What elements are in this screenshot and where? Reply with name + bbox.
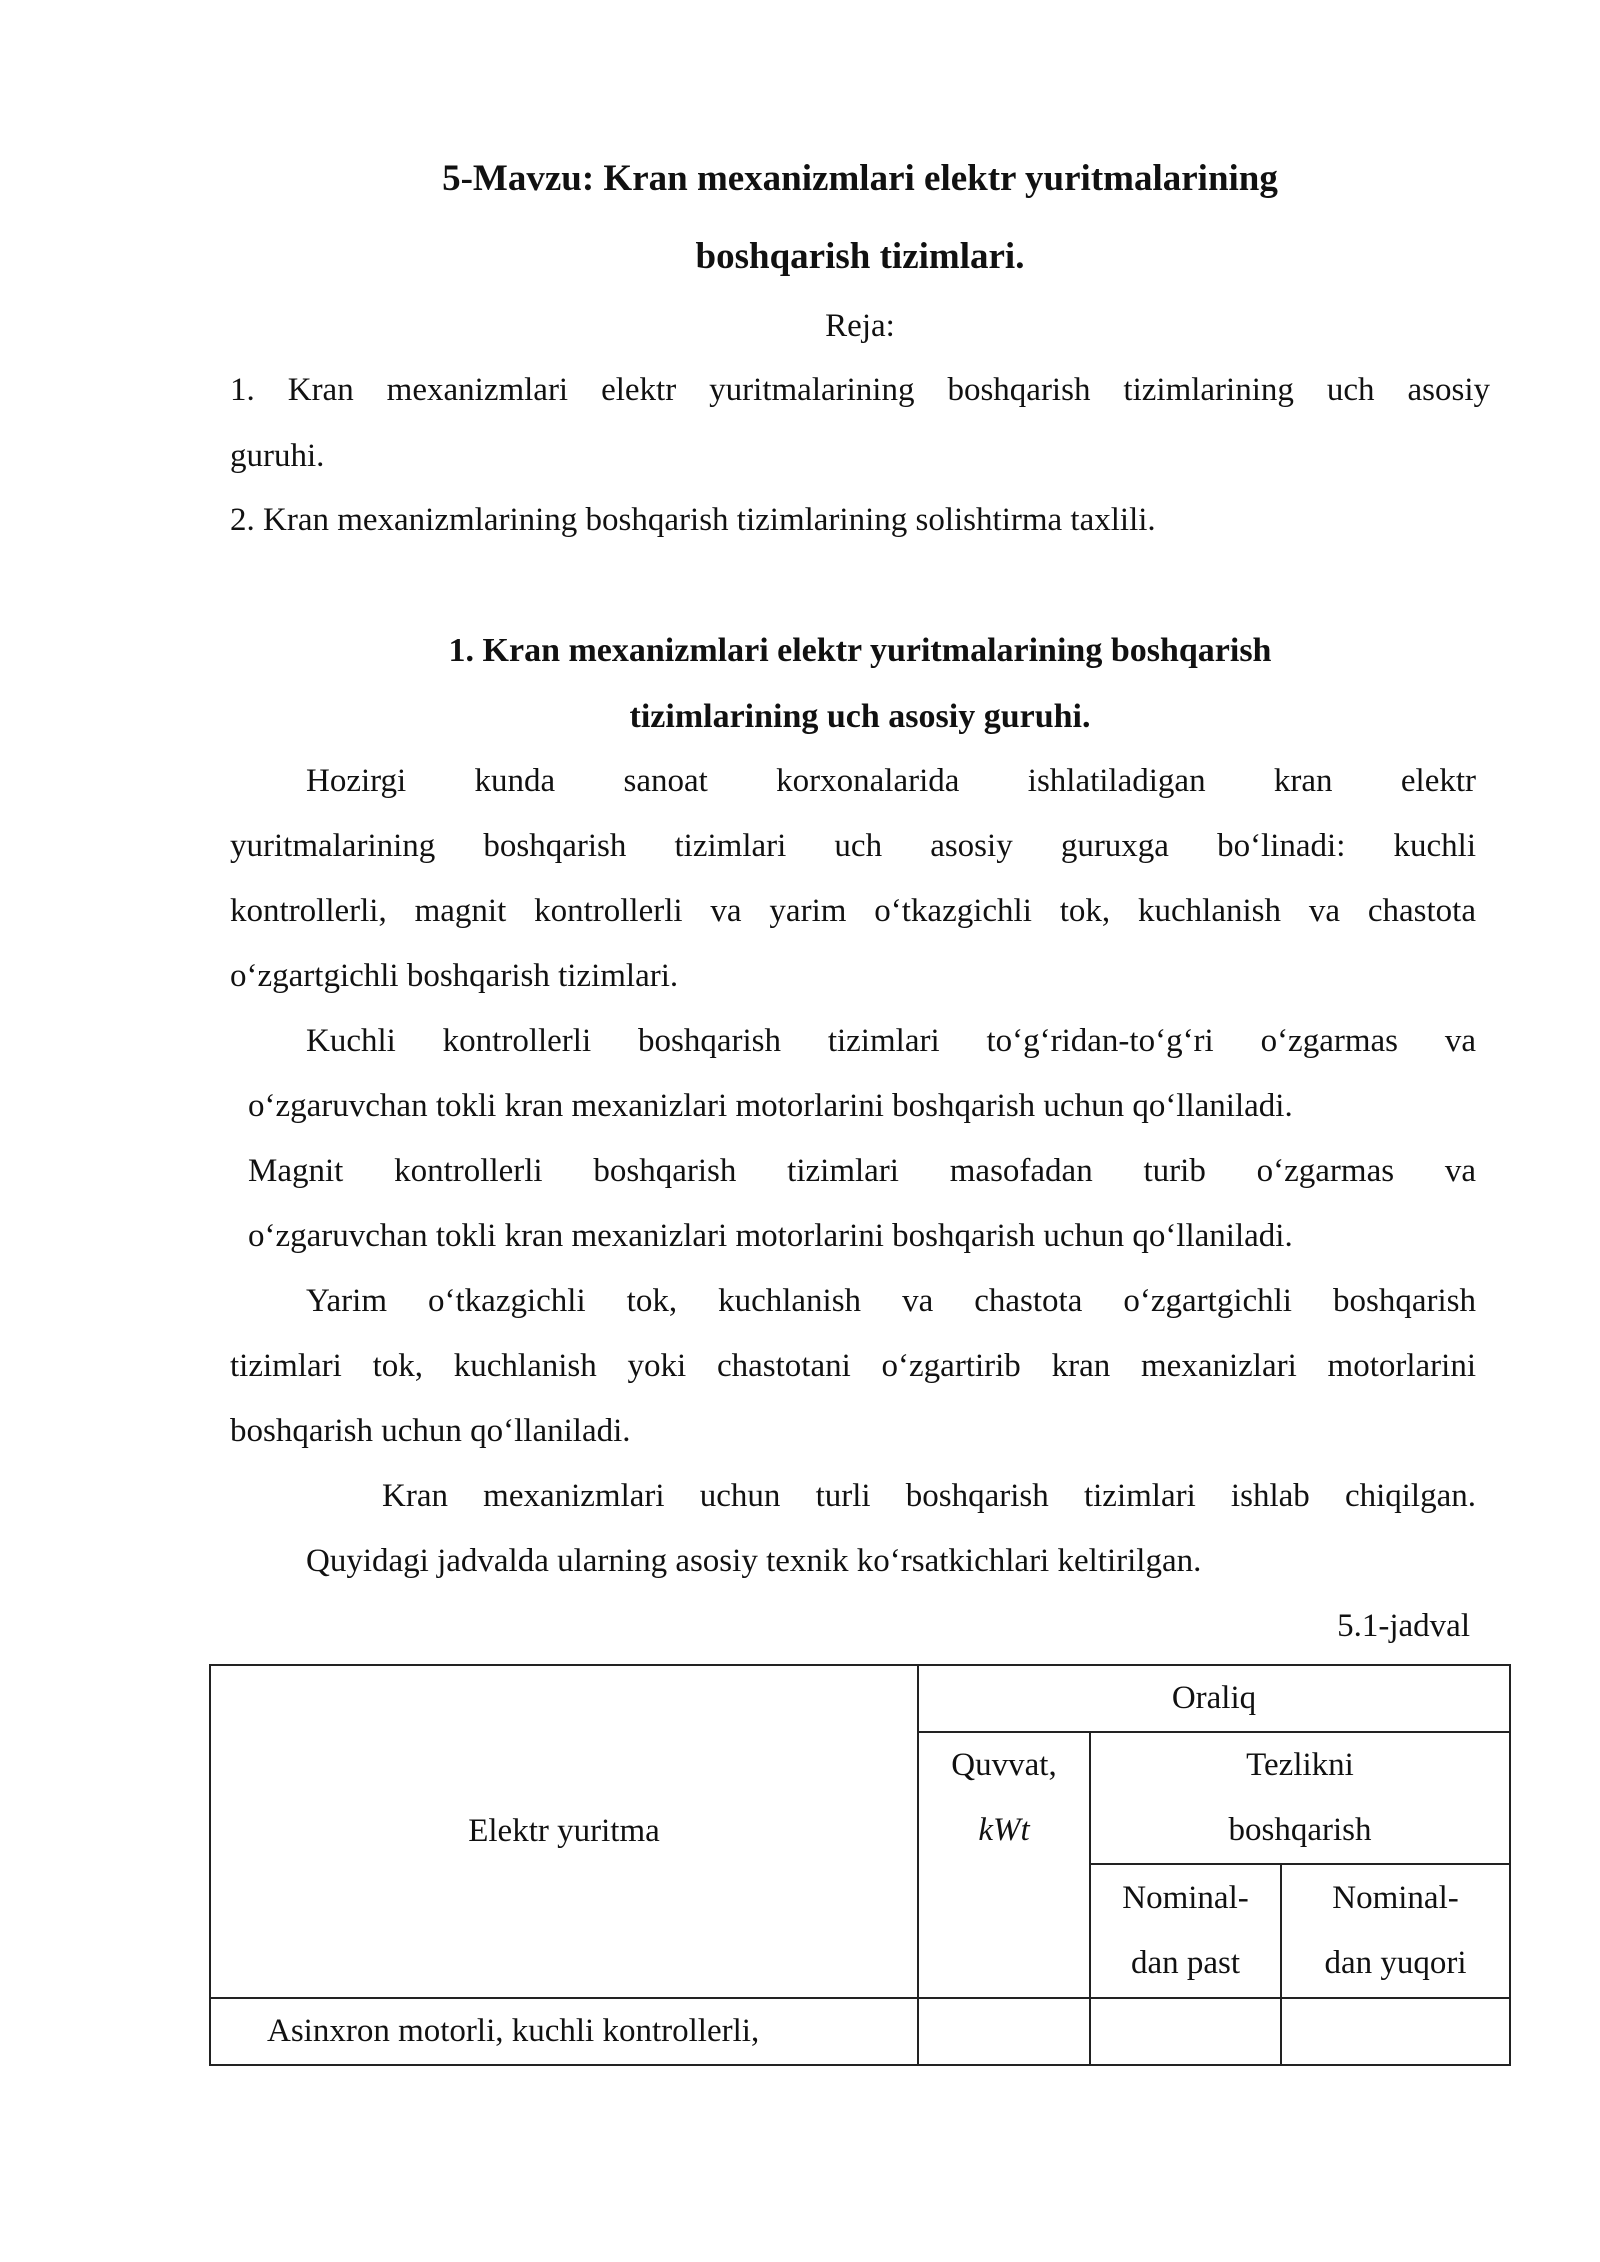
header-drive-label: Elektr yuritma <box>468 1813 660 1849</box>
table-caption: 5.1-jadval <box>1337 1608 1470 1644</box>
paragraph-4-line-1: Yarim o‘tkazgichli tok, kuchlanish va chastota o‘zgartgichli boshqarish <box>306 1283 1476 1319</box>
page-title-line-2: boshqarish tizimlari. <box>695 236 1025 277</box>
header-power-label: Quvvat, <box>951 1747 1057 1783</box>
spec-table <box>209 1664 1511 2066</box>
header-below-label-1: Nominal- <box>1122 1880 1249 1916</box>
paragraph-1-line-3: kontrollerli, magnit kontrollerli va yarim o‘tkazgichli tok, kuchlanish va chastota <box>230 893 1476 929</box>
section-heading-line-2: tizimlarining uch asosiy guruhi. <box>629 698 1091 735</box>
header-cell-below-nominal <box>1090 1864 1281 1998</box>
header-speed-label-1: Tezlikni <box>1246 1747 1354 1783</box>
paragraph-2-line-1: Kuchli kontrollerli boshqarish tizimlari to‘g‘ridan-to‘g‘ri o‘zgarmas va <box>306 1023 1476 1059</box>
row-1-below-cell <box>1090 1998 1281 2065</box>
paragraph-1-line-4: o‘zgartgichli boshqarish tizimlari. <box>230 958 679 994</box>
header-above-label-2: dan yuqori <box>1324 1945 1467 1981</box>
header-cell-above-nominal <box>1281 1864 1510 1998</box>
paragraph-1-line-1: Hozirgi kunda sanoat korxonalarida ishlatiladigan kran elektr <box>306 763 1476 799</box>
header-range-label: Oraliq <box>1171 1680 1257 1716</box>
header-above-label-1: Nominal- <box>1332 1880 1459 1916</box>
paragraph-1-line-2: yuritmalarining boshqarish tizimlari uch asosiy guruxga bo‘linadi: kuchli <box>230 828 1476 864</box>
paragraph-4-line-3: boshqarish uchun qo‘llaniladi. <box>230 1413 631 1449</box>
header-cell-speed-control <box>1090 1732 1510 1864</box>
plan-item-1: 1. Kran mexanizmlari elektr yuritmalarining boshqarish tizimlarining uch asosiy <box>230 372 1490 408</box>
plan-item-2: 2. Kran mexanizmlarining boshqarish tizimlarining solishtirma taxlili. <box>230 502 1156 538</box>
header-cell-drive <box>210 1665 918 1998</box>
plan-heading: Reja: <box>825 308 895 344</box>
plan-item-1-continued: guruhi. <box>230 438 325 474</box>
paragraph-5-line-1: Kran mexanizmlari uchun turli boshqarish tizimlari ishlab chiqilgan. <box>382 1478 1476 1514</box>
page-title-line-1: 5-Mavzu: Kran mexanizmlari elektr yuritmalarining <box>442 158 1278 199</box>
paragraph-2-line-2: o‘zgaruvchan tokli kran mexanizlari motorlarini boshqarish uchun qo‘llaniladi. <box>248 1088 1293 1124</box>
header-cell-power <box>918 1732 1090 1998</box>
paragraph-4-line-2: tizimlari tok, kuchlanish yoki chastotani o‘zgartirib kran mexanizlari motorlarini <box>230 1348 1476 1384</box>
row-1-drive-cell <box>210 1998 918 2065</box>
header-cell-range <box>918 1665 1510 1732</box>
row-1-drive-label: Asinxron motorli, kuchli kontrollerli, <box>267 2013 760 2049</box>
section-heading-line-1: 1. Kran mexanizmlari elektr yuritmalarining boshqarish <box>448 632 1272 669</box>
paragraph-3-line-2: o‘zgaruvchan tokli kran mexanizlari motorlarini boshqarish uchun qo‘llaniladi. <box>248 1218 1293 1254</box>
header-speed-label-2: boshqarish <box>1228 1812 1372 1848</box>
table-header-row-1 <box>210 1665 1510 1732</box>
header-power-unit: kWt <box>978 1812 1030 1848</box>
row-1-power-cell <box>918 1998 1090 2065</box>
paragraph-5-line-2: Quyidagi jadvalda ularning asosiy texnik ko‘rsatkichlari keltirilgan. <box>306 1543 1202 1579</box>
row-1-above-cell <box>1281 1998 1510 2065</box>
paragraph-3-line-1: Magnit kontrollerli boshqarish tizimlari masofadan turib o‘zgarmas va <box>248 1153 1476 1189</box>
table-row <box>210 1998 1510 2065</box>
header-below-label-2: dan past <box>1130 1945 1241 1981</box>
